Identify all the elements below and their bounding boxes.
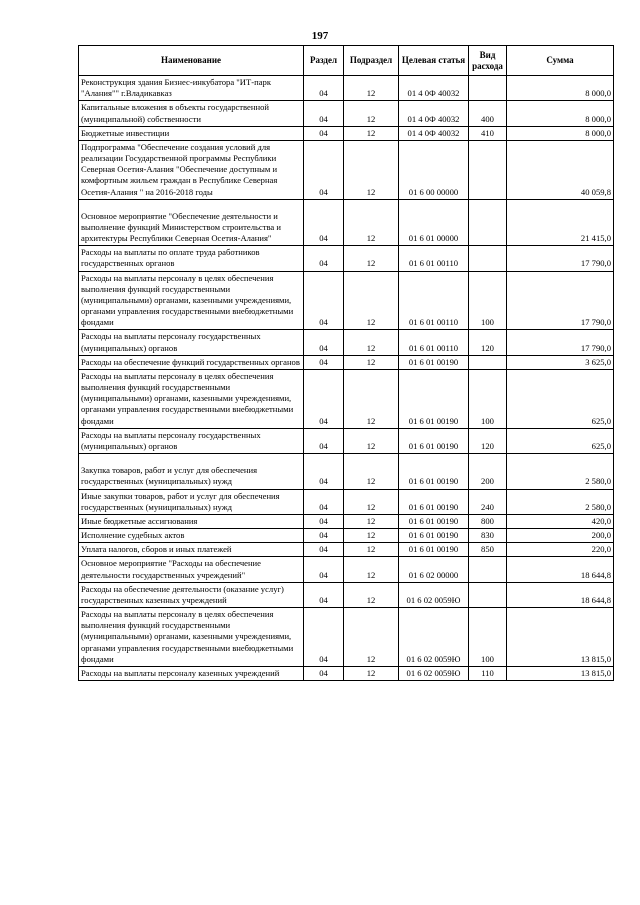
table-row [79,140,614,199]
cell-name: Бюджетные инвестиции [79,126,304,140]
cell-name: Реконструкция здания Бизнес-инкубатора "ИТ-парк "Алания"" г.Владикавказ [79,76,304,101]
cell-subsection: 12 [344,355,399,369]
cell-name: Капитальные вложения в объекты государственной (муниципальной) собственности [79,101,304,126]
cell-name: Расходы на выплаты персоналу казенных учреждений [79,666,304,680]
cell-subsection: 12 [344,454,399,489]
cell-amount: 40 059,8 [507,140,614,199]
cell-section: 04 [304,126,344,140]
table-row [79,271,614,330]
cell-subsection: 12 [344,608,399,667]
cell-section: 04 [304,355,344,369]
cell-amount: 200,0 [507,529,614,543]
cell-type [469,76,507,101]
table-row [79,529,614,543]
table-row [79,454,614,489]
cell-type: 120 [469,330,507,355]
cell-target: 01 6 01 00190 [399,543,469,557]
cell-target: 01 6 01 00110 [399,271,469,330]
cell-subsection: 12 [344,140,399,199]
cell-subsection: 12 [344,489,399,514]
cell-section: 04 [304,666,344,680]
cell-section: 04 [304,330,344,355]
header-subsection: Подраздел [344,46,399,76]
cell-section: 04 [304,543,344,557]
cell-amount: 3 625,0 [507,355,614,369]
cell-type [469,246,507,271]
cell-target: 01 6 01 00190 [399,489,469,514]
cell-target: 01 6 02 00000 [399,557,469,582]
cell-name: Основное мероприятие "Обеспечение деятельности и выполнение функций Министерством строительства и архитектуры Республики Северная Осетия-Алания" [79,199,304,246]
cell-subsection: 12 [344,126,399,140]
cell-amount: 17 790,0 [507,271,614,330]
cell-type: 200 [469,454,507,489]
cell-amount: 17 790,0 [507,246,614,271]
header-section: Раздел [304,46,344,76]
cell-target: 01 6 01 00190 [399,529,469,543]
table-row [79,608,614,667]
cell-target: 01 6 01 00190 [399,369,469,428]
cell-subsection: 12 [344,246,399,271]
cell-subsection: 12 [344,428,399,453]
cell-type: 240 [469,489,507,514]
cell-subsection: 12 [344,369,399,428]
cell-section: 04 [304,557,344,582]
cell-type: 100 [469,608,507,667]
cell-subsection: 12 [344,543,399,557]
cell-subsection: 12 [344,666,399,680]
cell-name: Расходы на выплаты персоналу в целях обеспечения выполнения функций государственными (муниципальными) органами, казенными учреждениями, органами управления государственными внебюджетными фондами [79,608,304,667]
cell-section: 04 [304,369,344,428]
cell-type: 410 [469,126,507,140]
table-row [79,582,614,607]
cell-amount: 2 580,0 [507,454,614,489]
cell-type: 110 [469,666,507,680]
cell-amount: 13 815,0 [507,608,614,667]
cell-type [469,355,507,369]
cell-subsection: 12 [344,101,399,126]
cell-type: 120 [469,428,507,453]
cell-target: 01 6 01 00190 [399,355,469,369]
cell-amount: 13 815,0 [507,666,614,680]
cell-name: Исполнение судебных актов [79,529,304,543]
cell-type: 100 [469,271,507,330]
cell-subsection: 12 [344,529,399,543]
cell-amount: 18 644,8 [507,557,614,582]
cell-subsection: 12 [344,271,399,330]
table-row [79,557,614,582]
cell-name: Расходы на выплаты по оплате труда работников государственных органов [79,246,304,271]
table-row [79,355,614,369]
cell-type [469,582,507,607]
cell-section: 04 [304,271,344,330]
cell-type [469,199,507,246]
cell-name: Подпрограмма "Обеспечение создания условий для реализации Государственной программы Республики Северная Осетия-Алания "Обеспечение доступным и комфортным жильем граждан в Республике Северная Осетия-Алания " на 2016-2018 годы [79,140,304,199]
cell-section: 04 [304,76,344,101]
table-row [79,666,614,680]
table-row [79,199,614,246]
cell-subsection: 12 [344,514,399,528]
cell-section: 04 [304,101,344,126]
cell-section: 04 [304,199,344,246]
table-row [79,330,614,355]
cell-type: 400 [469,101,507,126]
cell-target: 01 6 00 00000 [399,140,469,199]
cell-target: 01 4 0Ф 40032 [399,101,469,126]
cell-subsection: 12 [344,76,399,101]
cell-target: 01 6 01 00190 [399,454,469,489]
cell-target: 01 6 02 0059Ю [399,608,469,667]
cell-section: 04 [304,489,344,514]
cell-subsection: 12 [344,199,399,246]
cell-section: 04 [304,140,344,199]
cell-section: 04 [304,608,344,667]
cell-name: Уплата налогов, сборов и иных платежей [79,543,304,557]
cell-section: 04 [304,454,344,489]
cell-section: 04 [304,428,344,453]
cell-name: Расходы на обеспечение деятельности (оказание услуг) государственных казенных учреждений [79,582,304,607]
cell-amount: 17 790,0 [507,330,614,355]
cell-name: Расходы на выплаты персоналу в целях обеспечения выполнения функций государственными (муниципальными) органами, казенными учреждениями, органами управления государственными внебюджетными фондами [79,369,304,428]
table-row [79,428,614,453]
cell-target: 01 4 0Ф 40032 [399,126,469,140]
header-type: Вид расхода [469,46,507,76]
cell-section: 04 [304,582,344,607]
cell-type [469,140,507,199]
cell-amount: 8 000,0 [507,76,614,101]
cell-subsection: 12 [344,330,399,355]
table-row [79,514,614,528]
page-number: 197 [311,30,329,42]
cell-target: 01 6 02 0059Ю [399,666,469,680]
cell-target: 01 6 01 00110 [399,330,469,355]
cell-amount: 8 000,0 [507,126,614,140]
cell-name: Закупка товаров, работ и услуг для обеспечения государственных (муниципальных) нужд [79,454,304,489]
cell-target: 01 6 01 00190 [399,428,469,453]
cell-target: 01 6 02 0059Ю [399,582,469,607]
header-name: Наименование [79,46,304,76]
table-row [79,101,614,126]
cell-type: 830 [469,529,507,543]
cell-amount: 420,0 [507,514,614,528]
cell-name: Расходы на выплаты персоналу в целях обеспечения выполнения функций государственными (муниципальными) органами, казенными учреждениями, органами управления государственными внебюджетными фондами [79,271,304,330]
cell-section: 04 [304,529,344,543]
header-target: Целевая статья [399,46,469,76]
cell-type: 800 [469,514,507,528]
header-amount: Сумма [507,46,614,76]
table-row [79,246,614,271]
cell-amount: 18 644,8 [507,582,614,607]
cell-amount: 625,0 [507,369,614,428]
cell-target: 01 6 01 00190 [399,514,469,528]
cell-amount: 220,0 [507,543,614,557]
cell-name: Иные бюджетные ассигнования [79,514,304,528]
cell-subsection: 12 [344,557,399,582]
cell-type: 850 [469,543,507,557]
cell-name: Расходы на обеспечение функций государственных органов [79,355,304,369]
cell-target: 01 6 01 00110 [399,246,469,271]
cell-type: 100 [469,369,507,428]
cell-subsection: 12 [344,582,399,607]
table-header-row [79,46,614,76]
cell-name: Иные закупки товаров, работ и услуг для обеспечения государственных (муниципальных) нужд [79,489,304,514]
cell-name: Основное мероприятие "Расходы на обеспечение деятельности государственных учреждений" [79,557,304,582]
cell-amount: 21 415,0 [507,199,614,246]
cell-target: 01 6 01 00000 [399,199,469,246]
cell-section: 04 [304,514,344,528]
cell-amount: 8 000,0 [507,101,614,126]
cell-amount: 2 580,0 [507,489,614,514]
cell-amount: 625,0 [507,428,614,453]
table-row [79,543,614,557]
cell-type [469,557,507,582]
table-row [79,489,614,514]
table-row [79,76,614,101]
cell-name: Расходы на выплаты персоналу государственных (муниципальных) органов [79,428,304,453]
cell-section: 04 [304,246,344,271]
cell-name: Расходы на выплаты персоналу государственных (муниципальных) органов [79,330,304,355]
budget-table [78,45,614,681]
table-row [79,126,614,140]
table-row [79,369,614,428]
cell-target: 01 4 0Ф 40032 [399,76,469,101]
